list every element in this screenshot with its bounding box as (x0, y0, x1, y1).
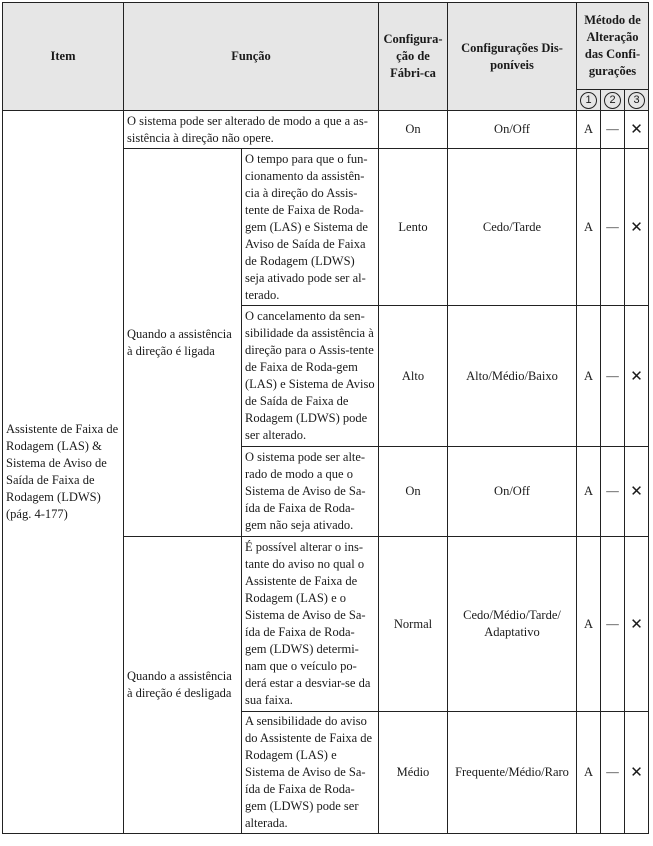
funcao-cell: A sensibilidade do aviso do Assistente de Faixa de Rodagem (LAS) e Sistema de Aviso de Sa-ída de Faixa de Roda-gem (LDWS) pode ser alterada. (242, 712, 379, 834)
disponiveis-cell: On/Off (448, 111, 577, 149)
fabrica-cell: Lento (379, 149, 448, 306)
method-1-cell: A (577, 447, 601, 537)
method-2-cell: — (601, 537, 625, 712)
customization-table (2, 2, 649, 834)
funcao-cell: O sistema pode ser alterado de modo a que a as-sistência à direção não opere. (124, 111, 379, 149)
method-3-cell: ✕ (625, 712, 649, 834)
fabrica-cell: Alto (379, 306, 448, 447)
method-3-cell: ✕ (625, 447, 649, 537)
method-2-cell: — (601, 306, 625, 447)
header-config-fabrica: Configura-ção de Fábri-ca (379, 3, 448, 111)
table-row (3, 111, 649, 149)
header-metodo: Método de Alteração das Confi-gurações (577, 3, 649, 90)
method-2-header (601, 90, 625, 111)
method-2-cell: — (601, 712, 625, 834)
fabrica-cell: Médio (379, 712, 448, 834)
funcao-cell: O cancelamento da sen-sibilidade da assistência à direção para o Assis-tente de Faixa de Roda-gem (LAS) e Sistema de Aviso de Saída de Faixa de Rodagem (LDWS) pode ser alterado. (242, 306, 379, 447)
method-1-cell: A (577, 712, 601, 834)
disponiveis-cell: Alto/Médio/Baixo (448, 306, 577, 447)
disponiveis-cell: Cedo/Tarde (448, 149, 577, 306)
funcao-cell: O sistema pode ser alte-rado de modo a que o Sistema de Aviso de Sa-ída de Faixa de Roda-gem não seja ativado. (242, 447, 379, 537)
disponiveis-cell: Frequente/Médio/Raro (448, 712, 577, 834)
method-1-cell: A (577, 111, 601, 149)
method-2-cell: — (601, 447, 625, 537)
method-3-header (625, 90, 649, 111)
disponiveis-cell: On/Off (448, 447, 577, 537)
item-cell: Assistente de Faixa de Rodagem (LAS) & Sistema de Aviso de Saída de Faixa de Rodagem (LDWS) (pág. 4-177) (3, 111, 124, 834)
method-3-cell: ✕ (625, 149, 649, 306)
fabrica-cell: Normal (379, 537, 448, 712)
method-3-cell: ✕ (625, 111, 649, 149)
fabrica-cell: On (379, 111, 448, 149)
circled-2-icon: 2 (604, 92, 621, 109)
group-ligada-cell: Quando a assistência à direção é ligada (124, 149, 242, 537)
method-1-header (577, 90, 601, 111)
method-1-cell: A (577, 149, 601, 306)
method-2-cell: — (601, 149, 625, 306)
header-row (3, 3, 649, 90)
method-3-cell: ✕ (625, 306, 649, 447)
funcao-cell: O tempo para que o fun-cionamento da assistên-cia à direção do Assis-tente de Faixa de Roda-gem (LAS) e Sistema de Aviso de Saída de Faixa de Rodagem (LDWS) seja ativado pode ser al-terado. (242, 149, 379, 306)
header-config-disponiveis: Configurações Dis-poníveis (448, 3, 577, 111)
fabrica-cell: On (379, 447, 448, 537)
method-2-cell: — (601, 111, 625, 149)
disponiveis-cell: Cedo/Médio/Tarde/ Adaptativo (448, 537, 577, 712)
circled-1-icon: 1 (580, 92, 597, 109)
method-1-cell: A (577, 537, 601, 712)
header-item: Item (3, 3, 124, 111)
header-funcao: Função (124, 3, 379, 111)
funcao-cell: É possível alterar o ins-tante do aviso no qual o Assistente de Faixa de Rodagem (LAS) e o Sistema de Aviso de Sa-ída de Faixa de Roda-gem (LDWS) determi-nam que o veículo po-derá estar a desviar-se da sua faixa. (242, 537, 379, 712)
circled-3-icon: 3 (628, 92, 645, 109)
method-3-cell: ✕ (625, 537, 649, 712)
method-1-cell: A (577, 306, 601, 447)
group-desligada-cell: Quando a assistência à direção é desligada (124, 537, 242, 834)
